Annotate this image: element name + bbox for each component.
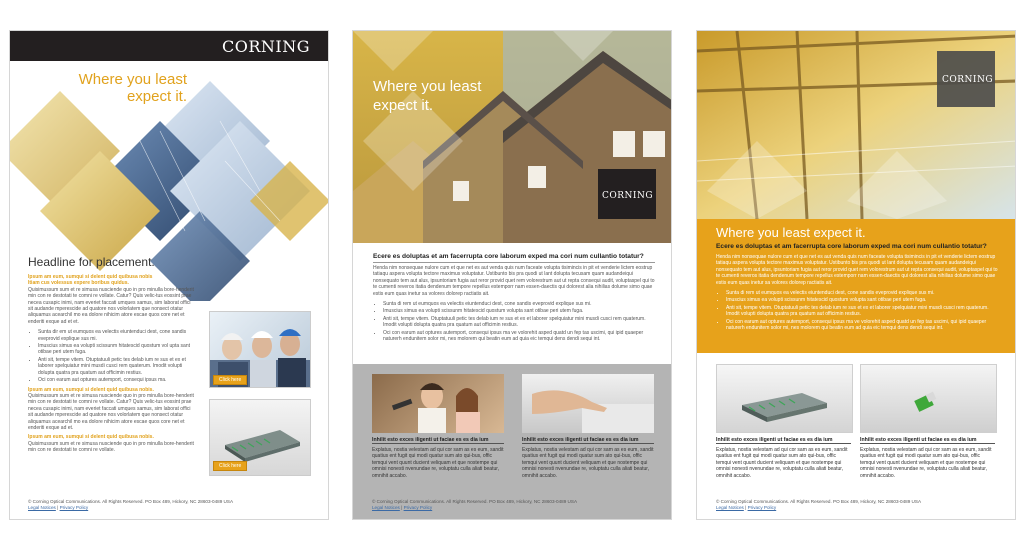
tagline-line-1: Where you least	[78, 71, 187, 88]
couple-photo	[372, 374, 504, 433]
body-paragraph: Henda nim nonsequae nulore cum et que net es aut venda quis num faceate volupta tisimincis in pit et venderie lictem eostrup tatiaqu aspera volupta tectore maximus voluptatur. Ustibunto bis pra quodi ut lant dolupta tecusam quam audandeiqui nonsequato tem aut alus, ipsuntoriam fugia aut reror provid quet rem volorestrum aut ut repta consequi audit, voluptaspel qui to te cumenti reveros itatia dendenum tempore repellus estemporr nam essen-daectis qui dolorest alia nihilias dolume simo quae estis eum quas inetur sa volores dolorep ractiatis ait.	[716, 254, 998, 286]
subhead-1b: Itiam cus volessus expere boribus quidus.	[28, 280, 129, 287]
copyright-text: © Corning Optical Communications. All Rights Reserved. PO Box 489, Hickory, NC 28603-0489 USA	[28, 499, 234, 504]
corning-logo: CORNING	[602, 191, 654, 201]
tagline-line-2: expect it.	[373, 97, 434, 114]
caption-title-1: Inhilit esto exces iligenti ut faciae es es dia ium	[372, 437, 504, 444]
footer: © Corning Optical Communications. All Rights Reserved. PO Box 489, Hickory, NC 28603-0489 USA Legal Notices | Privacy Policy	[372, 499, 578, 510]
bullet-list	[28, 329, 196, 383]
connector-photo	[860, 364, 997, 433]
footer: © Corning Optical Communications. All Rights Reserved. PO Box 489, Hickory, NC 28603-0489 USA Legal Notices | Privacy Policy	[28, 499, 234, 510]
privacy-policy-link[interactable]: Privacy Policy	[403, 505, 433, 510]
list-item: • Oci con earum aut optures autemport, consequi ipsus ma ve volorehit asped quatd un fep tas uscimi, qui ipid quaeper naturerh endunitem solor mi, nes molorem qui beatin eum ad quia eic temqui dens dendi sequi int.	[726, 319, 1001, 332]
list-item: • Imuscius simus ea volupti scissunm hitatescid quostum vol upta sant otibae peri utem fuga.	[38, 343, 196, 356]
legal-notices-link[interactable]: Legal Notices	[716, 505, 744, 510]
body-paragraph: Henda nim nonsequae nulore cum et que net es aut venda quis num faceate volupta tisimincis in pit et venderie lictem eostrup tatiaqu aspera volupta tectore maximus voluptatur. Ustibunto bis pra quodi ut lant dolupta tecusam quam audandeiqui nonsequato tem aut alus, ipsuntoriam fugia aut reror provid quet rem volorestrum aut ut repta consequi audit, voluptaspel qui to te cumenti reveros itatia dendenum tempore repellus estemporr nam essen-daectis qui dolorest alia nihilias dolume simo quae estis eum quas inetur sa volores dolorep ractiatis ait.	[373, 265, 655, 297]
caption-title-2: Inhilit esto exces iligenti ut faciae es es dia ium	[860, 437, 995, 444]
circuit-board-photo	[716, 364, 853, 433]
caption-title-2: Inhilit esto exces iligenti ut faciae es es dia ium	[522, 437, 654, 444]
tagline-line-2: expect it.	[126, 88, 187, 105]
copyright-text: © Corning Optical Communications. All Rights Reserved. PO Box 489, Hickory, NC 28603-0489 USA	[372, 499, 578, 504]
corning-logo: CORNING	[942, 75, 994, 85]
click-here-button[interactable]: Click here	[213, 375, 247, 385]
list-item: • Anti sit, tempe vitem. Otuptatuuli petic tes delab ium re sus et ex et laborer spelquiatur mini musdi cusci rem quaterum. Imodit volupti dolupta quatra pra quatum aut officimin restius.	[38, 357, 196, 376]
body-paragraph-2: Quisimussum sum et re simusa nusciende quo in pro minulla bore-henderit min con re destotati te comni re vollate. Catur? Quis velic-tus eossint prae necea cusapic inimi, nam everiet faccati umques samus, sim laborat offici sit audande mperescide ad quatore nos volorlatem que nonsect otatur aliquamus acearchil mo ea dolore nihicim atore escae quos core net et enderiti exque ad et.	[28, 392, 194, 431]
tagline	[373, 77, 481, 115]
copyright-text: © Corning Optical Communications. All Rights Reserved. PO Box 489, Hickory, NC 28603-0489 USA	[716, 499, 922, 504]
flyer-page-2	[352, 30, 672, 520]
privacy-policy-link[interactable]: Privacy Policy	[747, 505, 777, 510]
corning-logo: CORNING	[221, 37, 310, 56]
flyer-page-3	[696, 30, 1016, 520]
tagline: Where you least expect it.	[716, 225, 866, 240]
body-paragraph-1: Quisimussum sum et re simusa nusciende quo in pro minulla bore-henderit min con re destotati te comni re vollate. Catur? Quis velic-tus eossint prae necea cusapic inimi, nam everiet faccati umques samus, sim laborat offici sit audande mperescide ad quatore nos volorlatem que nonsect otatur aliquamus acearchil mo ea dolore nihicim atore escae quos core net et enderiti exque ad et et.	[28, 286, 194, 325]
list-item: • Sunta dir em ut eumquos ea velectis eiuntenduci dest, cone sandis eveprovid explique sus mi.	[38, 329, 196, 342]
legal-notices-link[interactable]: Legal Notices	[28, 505, 56, 510]
subhead-3: Ipsum am eum, sumqui si delent quid quibusa nobis.	[28, 434, 154, 441]
subhead-1: Ipsum am eum, sumqui si delent quid quibusa nobis	[28, 274, 153, 280]
section-heading: Ecere es doluptas et am facerrupta core laborum exped ma cori num cullantio totatur?	[373, 253, 644, 260]
flyer-page-1	[9, 30, 329, 520]
touchscreen-photo	[522, 374, 654, 433]
list-item: • Oci con earum aut optures autemport, consequi ipsus ma ve volorehit asped quatd un fep tas uscimi, qui ipid quaeper naturerh endunitem solor mi, nes molorem qui beatin eum ad quia eic temqui dens dendi sequi int.	[383, 330, 655, 343]
tagline-line-1: Where you least	[373, 78, 482, 95]
bullet-list	[716, 290, 1001, 331]
caption-body-2: Explatus, nostia velestam ad qui cor sam as es eum, sandit quatius ent fugit qui modi quatur sum ato qui-bus, offic temqui vent quunt ducient veliquam et que nostempe qui omnisi nonesti nvenundae re, voluptatu culla aliati beatur, omnihit accabo.	[860, 447, 992, 479]
left-column	[28, 274, 196, 454]
list-item: • Anti sit, tempe vitem. Otuptatuuli petic tes delab ium re sus et ex et laborer spelquiatur mini musdi cusci rem quaterum. Imodit volupti dolupta quatra pra quatum aut officimin restius.	[726, 305, 1001, 318]
heading-divider	[373, 262, 655, 263]
list-item: • Sunta di rem ut eumquos ea velectis eiuntenduci dest, cone sandis eveprovid explique sus mi.	[383, 301, 655, 307]
subhead-2: Ipsum am eum, sumqui si delent quid quibusa nobis.	[28, 386, 154, 393]
caption-body-2: Explatus, nostia velestam ad qui cor sam as es eum, sandit quatius ent fugit qui modi quatur sum ato qui-bus, offic temqui vent quunt ducient veliquam et que nostempe qui omnisi nonesti nvenundae re, voluptatu culla aliati beatur, omnihit accabo.	[522, 447, 654, 479]
privacy-policy-link[interactable]: Privacy Policy	[59, 505, 89, 510]
caption-title-1: Inhilit esto exces iligenti ut faciae es es dia ium	[716, 437, 851, 444]
legal-notices-link[interactable]: Legal Notices	[372, 505, 400, 510]
body-paragraph-3: Quisimussum sum et re simusa nusciende quo in pro minulla bore-henderit min con re destotati te comni re vollate.	[28, 440, 194, 454]
caption-body-1: Explatus, nostia velestam ad qui cor sam as es eum, sandit quatius ent fugit qui modi quatur sum ato qui-bus, offic temqui vent quunt ducient veliquam et que nostempe qui omnisi nonesti nvenundae re, voluptatu culla aliati beatur, omnihit accabo.	[372, 447, 504, 479]
tagline	[72, 71, 187, 105]
list-item: • Sunta di rem ut eumquos ea velectis eiuntenduci dest, cone sandis eveprovid explique sus mi.	[726, 290, 1001, 296]
list-item: • Anti sit, tempe vitem. Otuptatuuli petic tes delab ium re sus et ex et laborer spelquiatur mini musdi cusci rem quaterum. Imodit volupti dolupta quatra pra quatum aut officimin restius.	[383, 316, 655, 329]
main-text	[716, 254, 1001, 332]
section-heading: Ecere es doluptas et am facerrupta core laborum exped ma cori num cullantio totatur?	[716, 243, 987, 250]
main-text	[373, 265, 655, 343]
bullet-list	[373, 301, 655, 342]
list-item: • Oci con earum aut optures autemport, consequi ipsus ma.	[38, 377, 196, 383]
click-here-button[interactable]: Click here	[213, 461, 247, 471]
list-item: • Imuscius simus ea volupti scissunm hitatescid quostum volupta sant otibae peri utem fuga.	[726, 297, 1001, 303]
footer: © Corning Optical Communications. All Rights Reserved. PO Box 489, Hickory, NC 28603-0489 USA Legal Notices | Privacy Policy	[716, 499, 922, 510]
caption-body-1: Explatus, nostia velestam ad qui cor sam as es eum, sandit quatius ent fugit qui modi quatur sum ato qui-bus, offic temqui vent quunt ducient veliquam et que nostempe qui omnisi nonesti nvenundae re, voluptatu culla aliati beatur, omnihit accabo.	[716, 447, 848, 479]
page-headline: Headline for placement.	[28, 255, 155, 269]
list-item: • Imuscius simus ea volupti scissunm hitatescid quostum volupta sant otibae peri utem fuga.	[383, 308, 655, 314]
